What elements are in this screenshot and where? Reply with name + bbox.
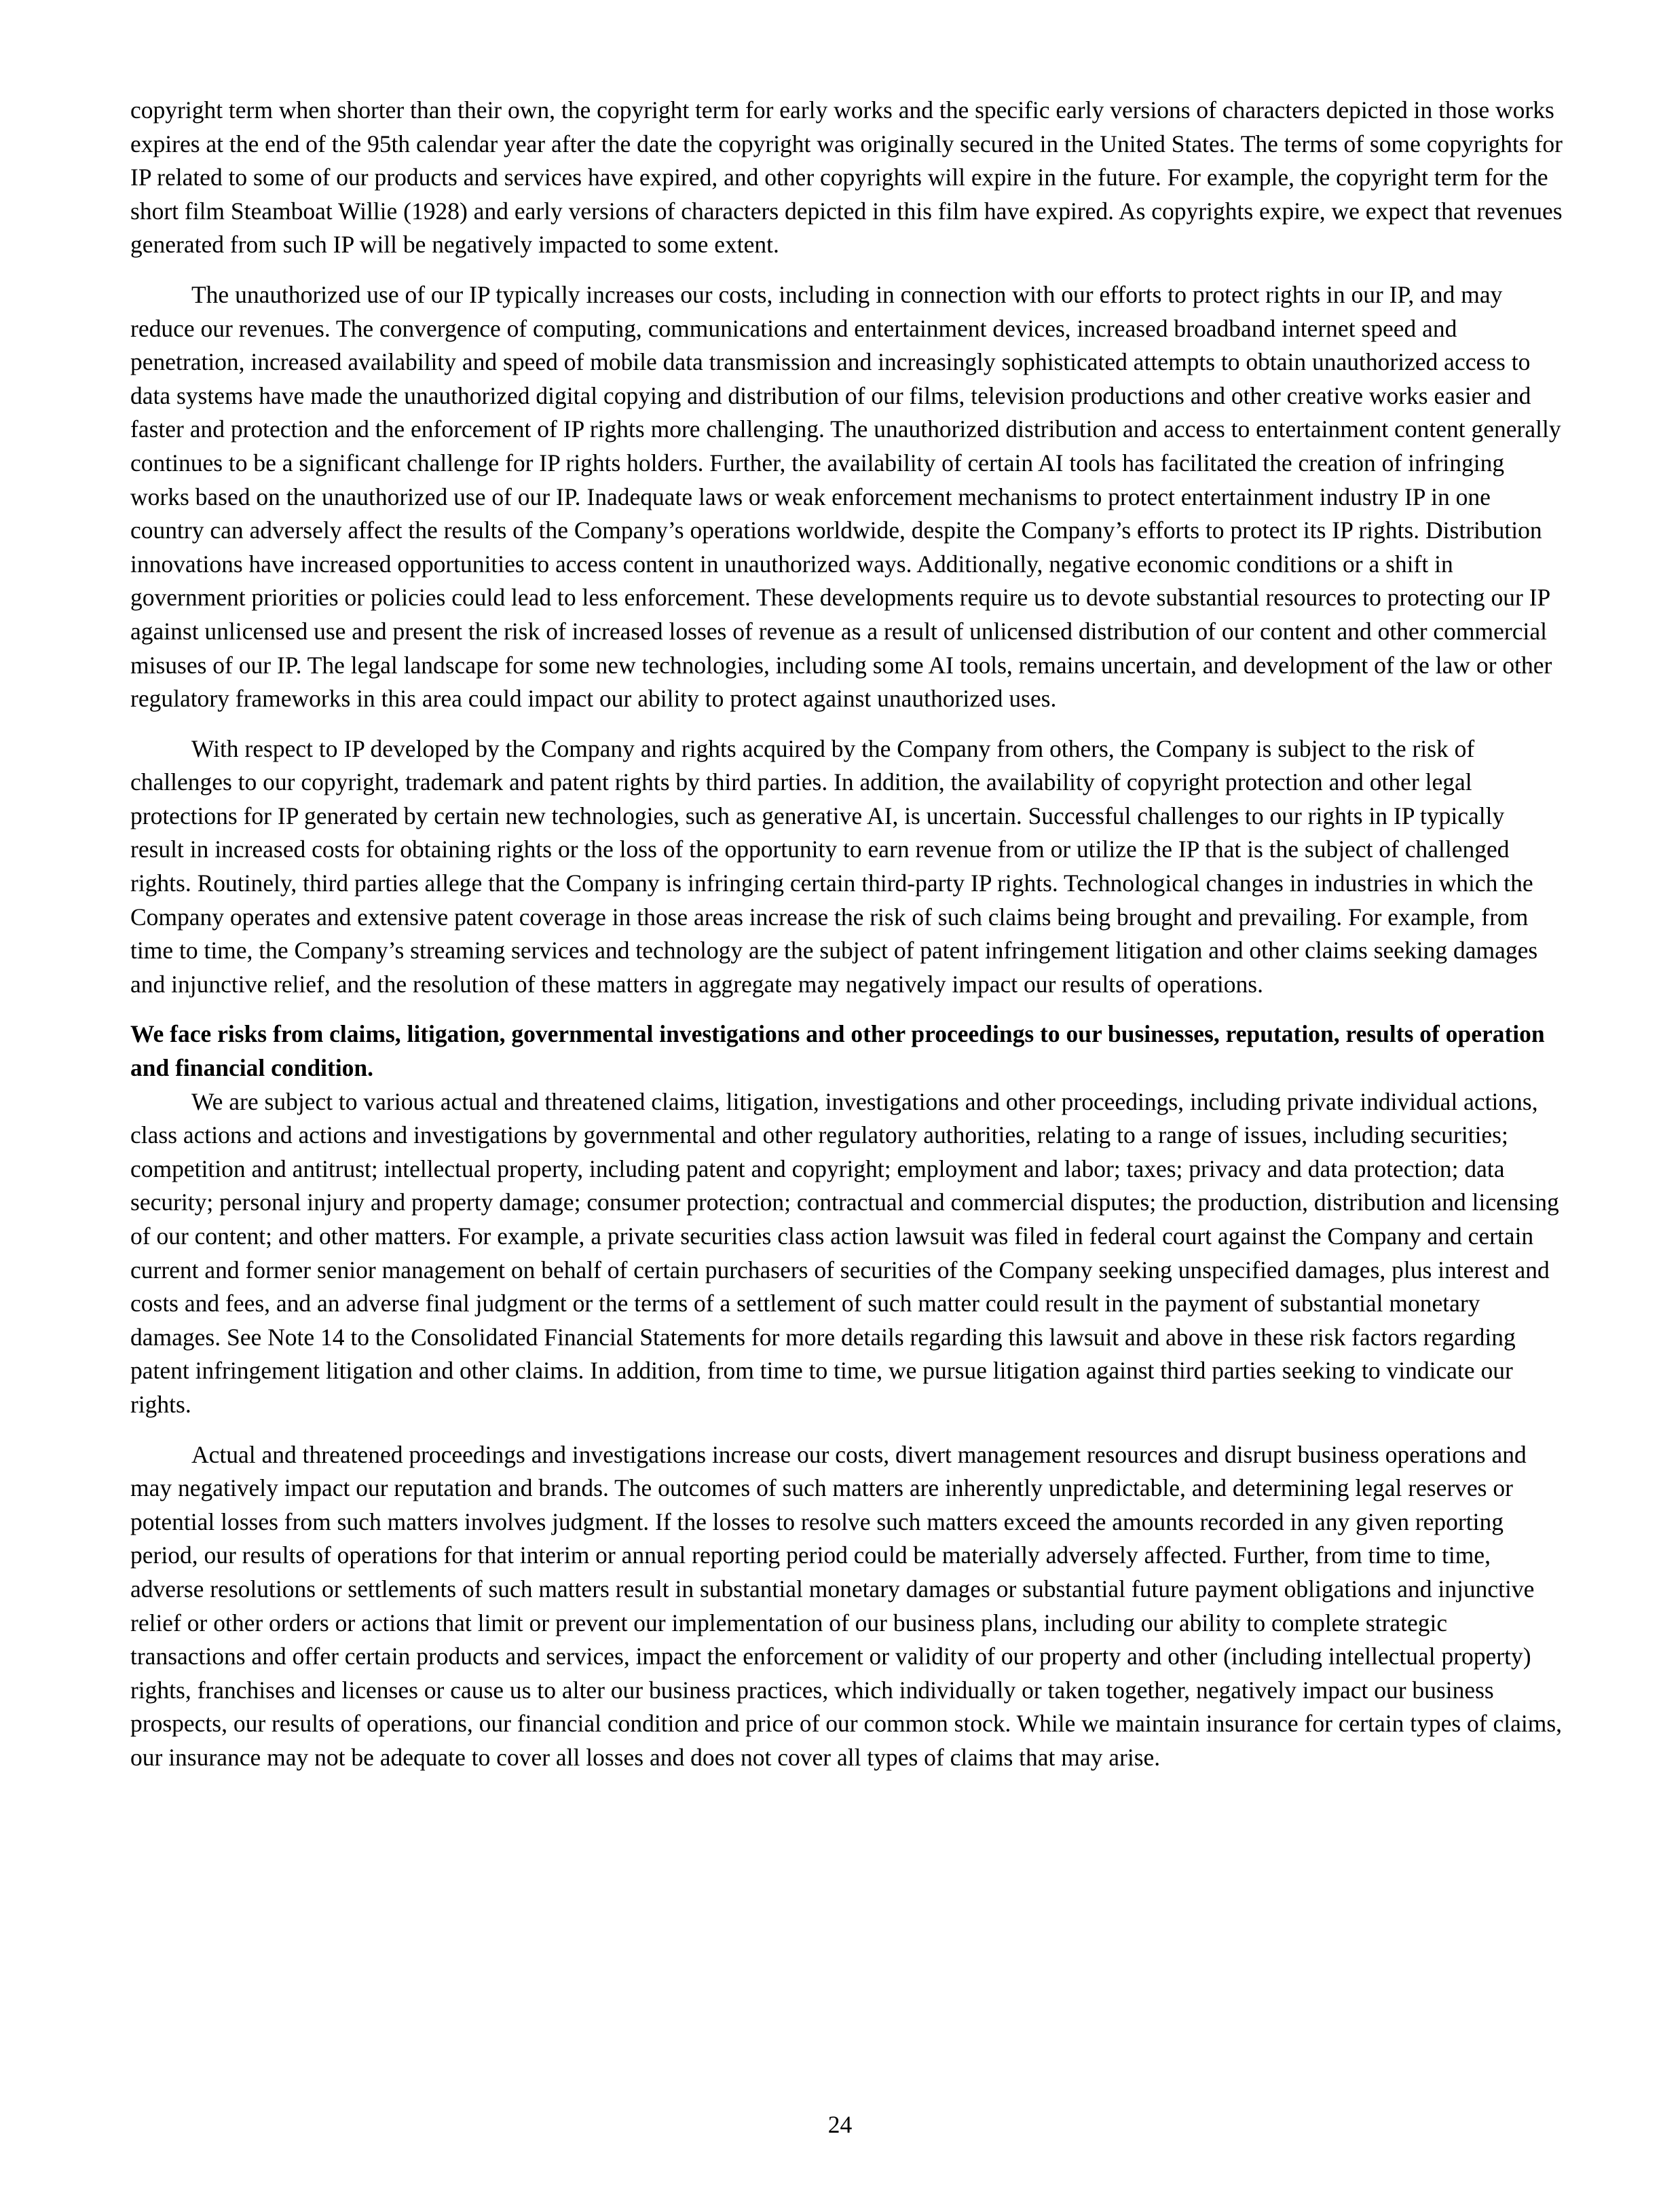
page-number: 24 bbox=[827, 2111, 853, 2138]
paragraph-claims-proceedings: We are subject to various actual and threatened claims, litigation, investigations and other proceedings, including private individual actions, class actions and actions and investigations by governmental and other regulatory authorities, relating to a range of issues, including securities; competition and antitrust; intellectual property, including patent and copyright; employment and labor; taxes; privacy and data protection; data security; personal injury and property damage; consumer protection; contractual and commercial disputes; the production, distribution and licensing of our content; and other matters. For example, a private securities class action lawsuit was filed in federal court against the Company and certain current and former senior management on behalf of certain purchasers of securities of the Company seeking unspecified damages, plus interest and costs and fees, and an adverse final judgment or the terms of a settlement of such matter could result in the payment of substantial monetary damages. See Note 14 to the Consolidated Financial Statements for more details regarding this lawsuit and above in these risk factors regarding patent infringement litigation and other claims. In addition, from time to time, we pursue litigation against third parties seeking to vindicate our rights. bbox=[130, 1087, 1559, 1418]
paragraph-copyright-term: copyright term when shorter than their own, the copyright term for early works and the specific early versions of characters depicted in those works expires at the end of the 95th calendar year after the date the copyright was originally secured in the United States. The terms of some copyrights for IP related to some of our products and services have expired, and other copyrights will expire in the future. For example, the copyright term for the short film Steamboat Willie (1928) and early versions of characters depicted in this film have expired. As copyrights expire, we expect that revenues generated from such IP will be negatively impacted to some extent. bbox=[130, 96, 1563, 259]
paragraph-unauthorized-use: The unauthorized use of our IP typically increases our costs, including in connection with our efforts to protect rights in our IP, and may reduce our revenues. The convergence of computing, communications and entertainment devices, increased broadband internet speed and penetration, increased availability and speed of mobile data transmission and increasingly sophisticated attempts to obtain unauthorized access to data systems have made the unauthorized digital copying and distribution of our films, television productions and other creative works easier and faster and protection and the enforcement of IP rights more challenging. The unauthorized distribution and access to entertainment content generally continues to be a significant challenge for IP rights holders. Further, the availability of certain AI tools has facilitated the creation of infringing works based on the unauthorized use of our IP. Inadequate laws or weak enforcement mechanisms to protect entertainment industry IP in one country can adversely affect the results of the Company’s operations worldwide, despite the Company’s efforts to protect its IP rights. Distribution innovations have increased opportunities to access content in unauthorized ways. Additionally, negative economic conditions or a shift in government priorities or policies could lead to less enforcement. These developments require us to devote substantial resources to protecting our IP against unlicensed use and present the risk of increased losses of revenue as a result of unlicensed distribution of our content and other commercial misuses of our IP. The legal landscape for some new technologies, including some AI tools, remains uncertain, and development of the law or other regulatory frameworks in this area could impact our ability to protect against unauthorized uses. bbox=[130, 280, 1561, 713]
section-heading-claims-litigation: We face risks from claims, litigation, governmental investigations and other proceedings to our businesses, reputation, results of operation and financial condition. bbox=[130, 1020, 1545, 1082]
paragraph-proceedings-costs: Actual and threatened proceedings and investigations increase our costs, divert management resources and disrupt business operations and may negatively impact our reputation and brands. The outcomes of such matters are inherently unpredictable, and determining legal reserves or potential losses from such matters involves judgment. If the losses to resolve such matters exceed the amounts recorded in any given reporting period, our results of operations for that interim or annual reporting period could be materially adversely affected. Further, from time to time, adverse resolutions or settlements of such matters result in substantial monetary damages or substantial future payment obligations and injunctive relief or other orders or actions that limit or prevent our implementation of our business plans, including our ability to complete strategic transactions and offer certain products and services, impact the enforcement or validity of our property and other (including intellectual property) rights, franchises and licenses or cause us to alter our business practices, which individually or taken together, negatively impact our business prospects, our results of operations, our financial condition and price of our common stock. While we maintain insurance for certain types of claims, our insurance may not be adequate to cover all losses and does not cover all types of claims that may arise. bbox=[130, 1440, 1563, 1771]
page-body bbox=[130, 94, 1563, 1791]
paragraph-ip-challenges: With respect to IP developed by the Company and rights acquired by the Company from others, the Company is subject to the risk of challenges to our copyright, trademark and patent rights by third parties. In addition, the availability of copyright protection and other legal protections for IP generated by certain new technologies, such as generative AI, is uncertain. Successful challenges to our rights in IP typically result in increased costs for obtaining rights or the loss of the opportunity to earn revenue from or utilize the IP that is the subject of challenged rights. Routinely, third parties allege that the Company is infringing certain third-party IP rights. Technological changes in industries in which the Company operates and extensive patent coverage in those areas increase the risk of such claims being brought and prevailing. For example, from time to time, the Company’s streaming services and technology are the subject of patent infringement litigation and other claims seeking damages and injunctive relief, and the resolution of these matters in aggregate may negatively impact our results of operations. bbox=[130, 734, 1538, 998]
